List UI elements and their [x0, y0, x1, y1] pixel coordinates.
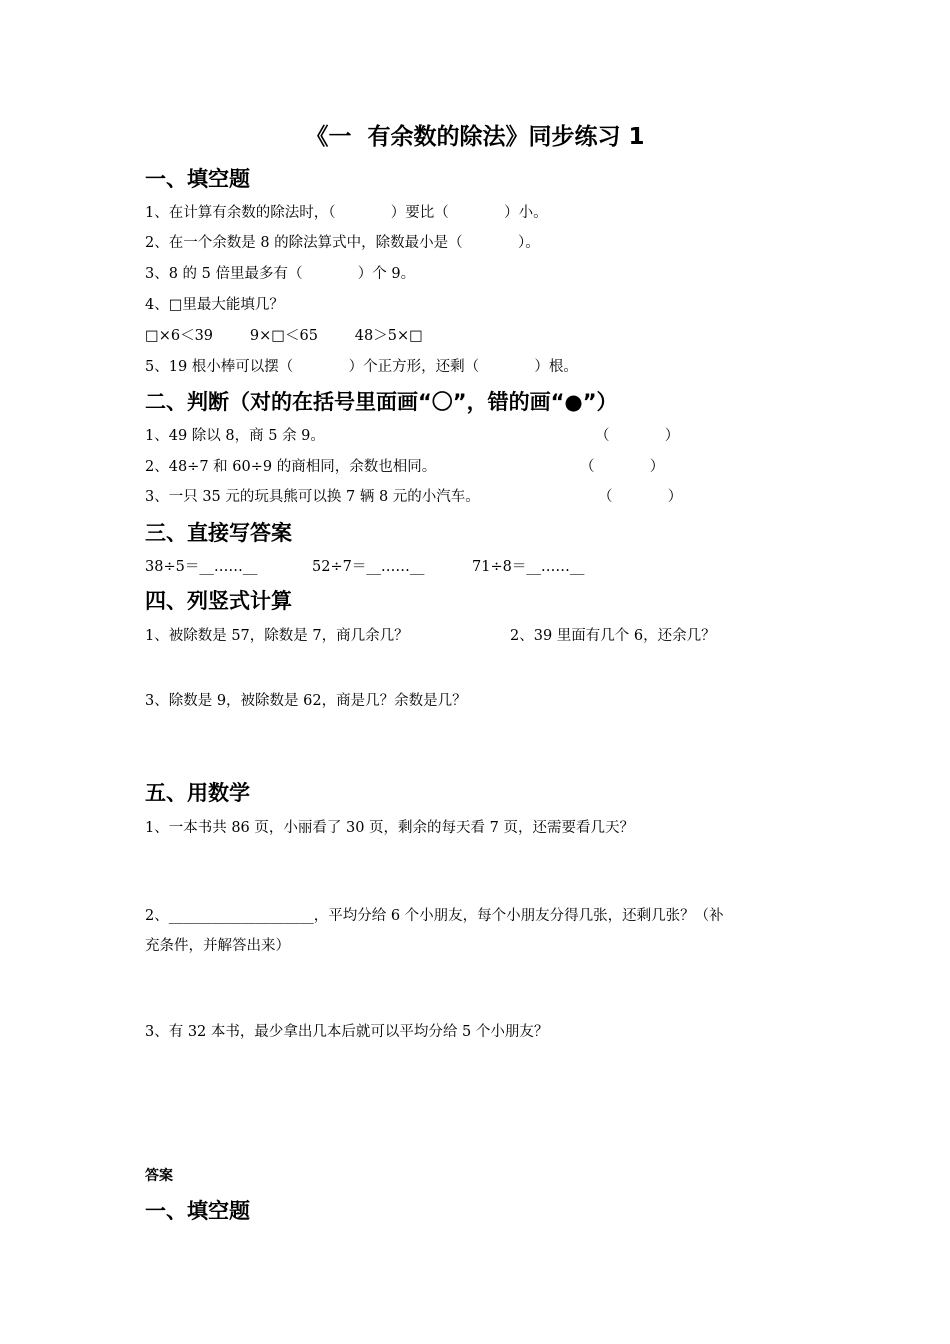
- section-heading-use-math: 五、用数学: [145, 781, 250, 805]
- question-line: 3、有 32 本书，最少拿出几本后就可以平均分给 5 个小朋友？: [145, 1024, 549, 1040]
- question-line: 2、在一个余数是 8 的除法算式中，除数最小是（ ）。: [145, 235, 540, 251]
- answers-section-heading: 一、填空题: [145, 1199, 250, 1223]
- answer-bracket: （ ）: [598, 489, 683, 505]
- question-line: 1、在计算有余数的除法时，（ ）要比（ ）小。: [145, 205, 548, 221]
- question-line: 1、被除数是 57，除数是 7，商几余几？: [145, 628, 409, 644]
- answer-bracket: （ ）: [595, 428, 680, 444]
- section-heading-vertical-calc: 四、列竖式计算: [145, 589, 292, 613]
- section-heading-direct-answer: 三、直接写答案: [145, 521, 292, 545]
- question-line: 52÷7＝__……__: [312, 559, 425, 575]
- question-line: 充条件，并解答出来）: [145, 938, 290, 954]
- question-line: 4、□里最大能填几？: [145, 297, 284, 313]
- page-title: 《一 有余数的除法》同步练习 1: [305, 124, 645, 150]
- section-heading-fill-blank: 一、填空题: [145, 167, 250, 191]
- question-line: 5、19 根小棒可以摆（ ）个正方形，还剩（ ）根。: [145, 359, 578, 375]
- question-line: □×6＜39 9×□＜65 48＞5×□: [145, 328, 423, 344]
- question-line: 2、____________________，平均分给 6 个小朋友，每个小朋友分得几张，还剩几张？（补: [145, 908, 724, 924]
- question-line: 1、一本书共 86 页，小丽看了 30 页，剩余的每天看 7 页，还需要看几天？: [145, 820, 635, 836]
- section-heading-true-false: 二、判断（对的在括号里面画“〇”，错的画“●”）: [145, 390, 618, 414]
- answer-bracket: （ ）: [580, 459, 665, 475]
- question-line: 3、8 的 5 倍里最多有（ ）个 9。: [145, 266, 416, 282]
- question-line: 1、49 除以 8，商 5 余 9。: [145, 428, 325, 444]
- question-line: 71÷8＝__……__: [472, 559, 585, 575]
- answers-label: 答案: [145, 1168, 173, 1184]
- question-line: 3、一只 35 元的玩具熊可以换 7 辆 8 元的小汽车。: [145, 489, 480, 505]
- question-line: 2、48÷7 和 60÷9 的商相同，余数也相同。: [145, 459, 437, 475]
- question-line: 38÷5＝__……__: [145, 559, 258, 575]
- question-line: 2、39 里面有几个 6，还余几？: [510, 628, 716, 644]
- question-line: 3、除数是 9，被除数是 62，商是几？余数是几？: [145, 693, 467, 709]
